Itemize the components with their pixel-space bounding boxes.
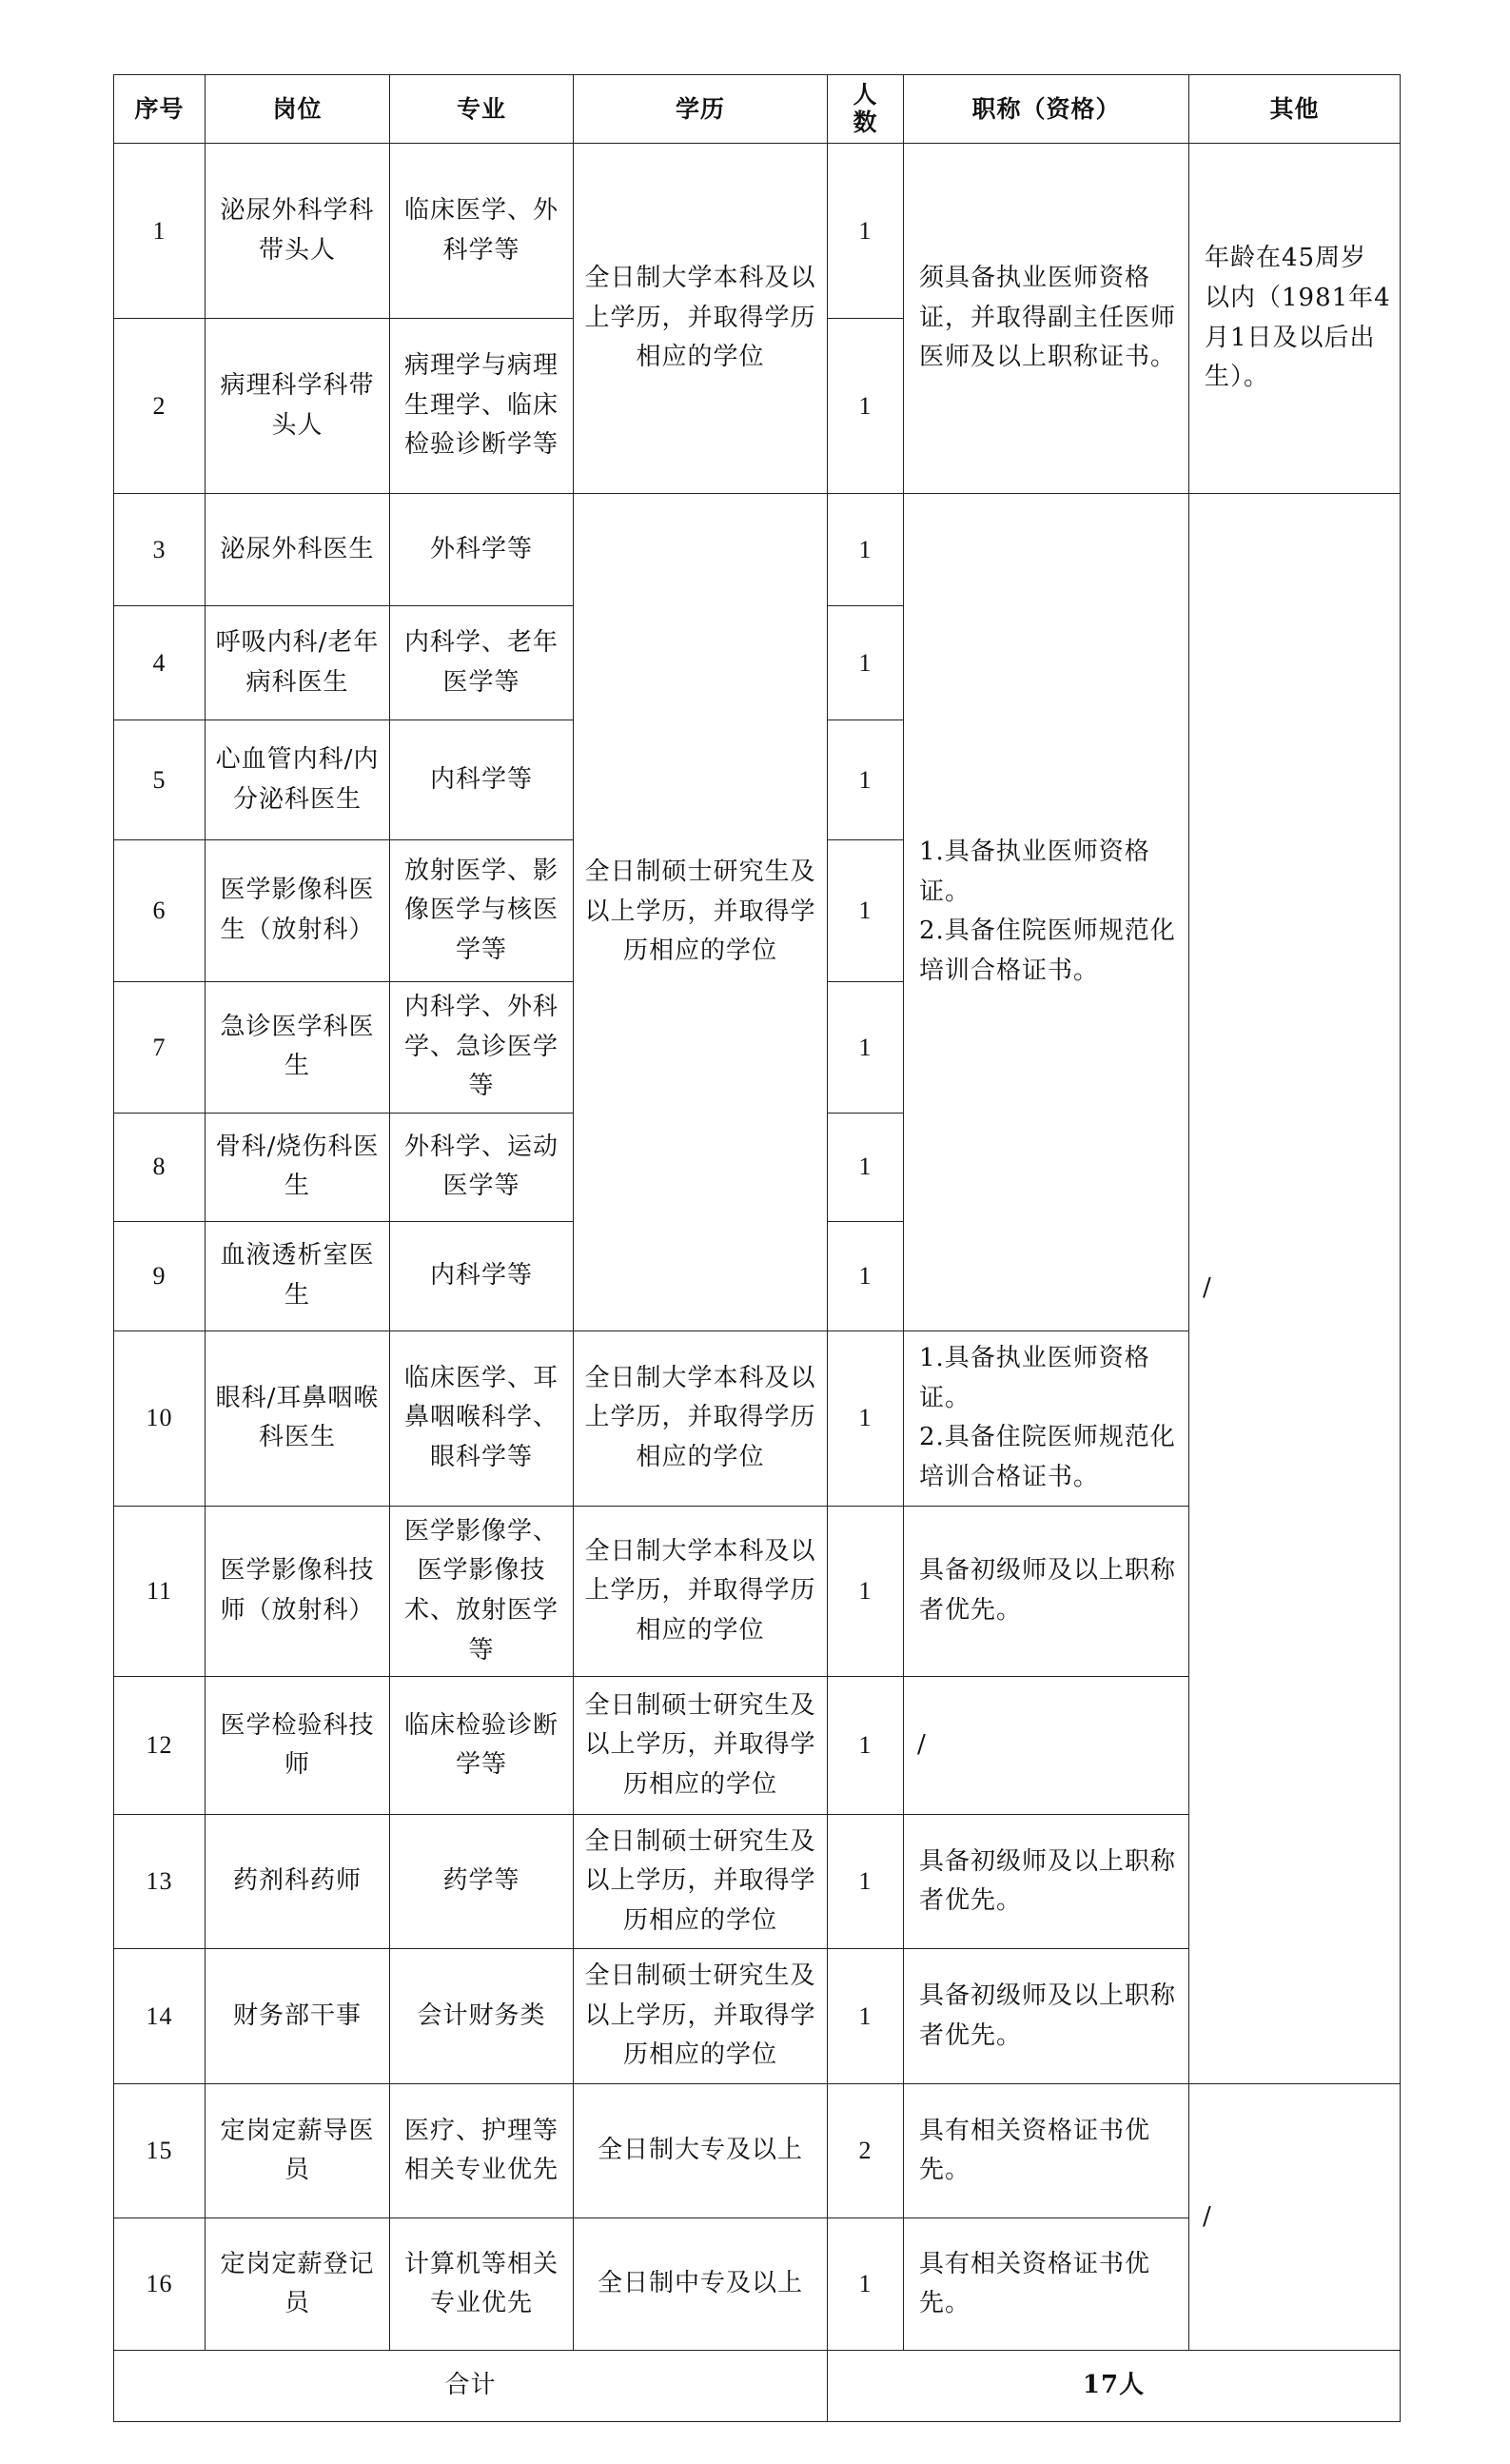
- cell-major: 内科学、外科学、急诊医学等: [390, 982, 574, 1114]
- cell-seq: 7: [114, 982, 206, 1114]
- cell-position: 泌尿外科学科带头人: [206, 144, 390, 319]
- cell-count: 1: [828, 1331, 904, 1506]
- header-title: 职称（资格）: [904, 75, 1189, 144]
- header-row: [114, 75, 1401, 144]
- cell-education: 全日制中专及以上: [574, 2218, 828, 2351]
- cell-position: 医学检验科技师: [206, 1677, 390, 1815]
- total-value: 17人: [828, 2351, 1401, 2422]
- cell-seq: 14: [114, 1949, 206, 2084]
- table-row: [114, 144, 1401, 319]
- cell-seq: 16: [114, 2218, 206, 2351]
- cell-seq: 1: [114, 144, 206, 319]
- cell-seq: 11: [114, 1506, 206, 1676]
- cell-seq: 8: [114, 1113, 206, 1221]
- cell-position: 血液透析室医生: [206, 1221, 390, 1331]
- cell-other: /: [1189, 494, 1401, 2084]
- cell-education: 全日制硕士研究生及以上学历，并取得学历相应的学位: [574, 494, 828, 1331]
- cell-major: 药学等: [390, 1815, 574, 1949]
- cell-qualification: 须具备执业医师资格证，并取得副主任医师医师及以上职称证书。: [904, 144, 1189, 494]
- cell-count: 1: [828, 1113, 904, 1221]
- total-row: [114, 2351, 1401, 2422]
- cell-education: 全日制硕士研究生及以上学历，并取得学历相应的学位: [574, 1949, 828, 2084]
- cell-count: 1: [828, 720, 904, 840]
- header-other: 其他: [1189, 75, 1401, 144]
- cell-count: 2: [828, 2084, 904, 2218]
- cell-count: 1: [828, 1815, 904, 1949]
- cell-position: 病理科学科带头人: [206, 319, 390, 494]
- table-row: [114, 2084, 1401, 2218]
- cell-seq: 10: [114, 1331, 206, 1506]
- cell-education: 全日制硕士研究生及以上学历，并取得学历相应的学位: [574, 1815, 828, 1949]
- cell-other: /: [1189, 2084, 1401, 2351]
- cell-major: 临床检验诊断学等: [390, 1677, 574, 1815]
- cell-position: 医学影像科医生（放射科）: [206, 840, 390, 982]
- cell-education: 全日制大专及以上: [574, 2084, 828, 2218]
- cell-major: 计算机等相关专业优先: [390, 2218, 574, 2351]
- header-count: [828, 75, 904, 144]
- qualification-line: 1.具备执业医师资格证。: [919, 838, 1150, 906]
- cell-position: 心血管内科/内分泌科医生: [206, 720, 390, 840]
- cell-position: 定岗定薪导医员: [206, 2084, 390, 2218]
- cell-major: 内科学、老年医学等: [390, 606, 574, 720]
- header-education: 学历: [574, 75, 828, 144]
- cell-seq: 4: [114, 606, 206, 720]
- cell-major: 外科学等: [390, 494, 574, 606]
- cell-count: 1: [828, 319, 904, 494]
- recruitment-table: [113, 74, 1401, 2422]
- cell-seq: 2: [114, 319, 206, 494]
- cell-count: 1: [828, 982, 904, 1114]
- cell-major: 内科学等: [390, 1221, 574, 1331]
- cell-position: 泌尿外科医生: [206, 494, 390, 606]
- cell-major: 会计财务类: [390, 1949, 574, 2084]
- cell-count: 1: [828, 494, 904, 606]
- cell-major: 外科学、运动医学等: [390, 1113, 574, 1221]
- cell-position: 医学影像科技师（放射科）: [206, 1506, 390, 1676]
- qualification-line: 2.具备住院医师规范化培训合格证书。: [919, 1423, 1176, 1491]
- cell-count: 1: [828, 1677, 904, 1815]
- cell-seq: 6: [114, 840, 206, 982]
- cell-seq: 15: [114, 2084, 206, 2218]
- cell-qualification: 具备初级师及以上职称者优先。: [904, 1506, 1189, 1676]
- qualification-line: 2.具备住院医师规范化培训合格证书。: [919, 917, 1176, 985]
- header-count-top: 人: [853, 80, 878, 108]
- cell-major: 临床医学、外科学等: [390, 144, 574, 319]
- cell-qualification: 具备初级师及以上职称者优先。: [904, 1815, 1189, 1949]
- table-row: [114, 494, 1401, 606]
- header-major: 专业: [390, 75, 574, 144]
- cell-position: 定岗定薪登记员: [206, 2218, 390, 2351]
- cell-position: 财务部干事: [206, 1949, 390, 2084]
- cell-position: 急诊医学科医生: [206, 982, 390, 1114]
- cell-count: 1: [828, 606, 904, 720]
- cell-education: 全日制大学本科及以上学历，并取得学历相应的学位: [574, 1506, 828, 1676]
- cell-education: 全日制大学本科及以上学历，并取得学历相应的学位: [574, 1331, 828, 1506]
- cell-seq: 13: [114, 1815, 206, 1949]
- cell-seq: 3: [114, 494, 206, 606]
- cell-qualification: /: [904, 1677, 1189, 1815]
- cell-position: 骨科/烧伤科医生: [206, 1113, 390, 1221]
- cell-count: 1: [828, 144, 904, 319]
- cell-count: 1: [828, 1221, 904, 1331]
- cell-seq: 5: [114, 720, 206, 840]
- cell-seq: 9: [114, 1221, 206, 1331]
- cell-qualification: [904, 1331, 1189, 1506]
- cell-education: 全日制硕士研究生及以上学历，并取得学历相应的学位: [574, 1677, 828, 1815]
- cell-education: 全日制大学本科及以上学历，并取得学历相应的学位: [574, 144, 828, 494]
- cell-position: 呼吸内科/老年病科医生: [206, 606, 390, 720]
- header-seq: 序号: [114, 75, 206, 144]
- qualification-line: 1.具备执业医师资格证。: [919, 1344, 1150, 1412]
- cell-seq: 12: [114, 1677, 206, 1815]
- cell-position: 眼科/耳鼻咽喉科医生: [206, 1331, 390, 1506]
- total-label: 合计: [114, 2351, 828, 2422]
- header-count-bottom: 数: [853, 108, 878, 136]
- cell-count: 1: [828, 2218, 904, 2351]
- cell-other: 年龄在45周岁以内（1981年4月1日及以后出生）。: [1189, 144, 1401, 494]
- cell-qualification: 具有相关资格证书优先。: [904, 2084, 1189, 2218]
- cell-qualification: 具有相关资格证书优先。: [904, 2218, 1189, 2351]
- cell-major: 临床医学、耳鼻咽喉科学、眼科学等: [390, 1331, 574, 1506]
- cell-count: 1: [828, 1506, 904, 1676]
- cell-major: 医疗、护理等相关专业优先: [390, 2084, 574, 2218]
- cell-qualification: 具备初级师及以上职称者优先。: [904, 1949, 1189, 2084]
- cell-count: 1: [828, 1949, 904, 2084]
- cell-major: 内科学等: [390, 720, 574, 840]
- cell-position: 药剂科药师: [206, 1815, 390, 1949]
- cell-major: 病理学与病理生理学、临床检验诊断学等: [390, 319, 574, 494]
- cell-qualification: [904, 494, 1189, 1331]
- cell-count: 1: [828, 840, 904, 982]
- cell-major: 医学影像学、医学影像技术、放射医学等: [390, 1506, 574, 1676]
- header-position: 岗位: [206, 75, 390, 144]
- cell-major: 放射医学、影像医学与核医学等: [390, 840, 574, 982]
